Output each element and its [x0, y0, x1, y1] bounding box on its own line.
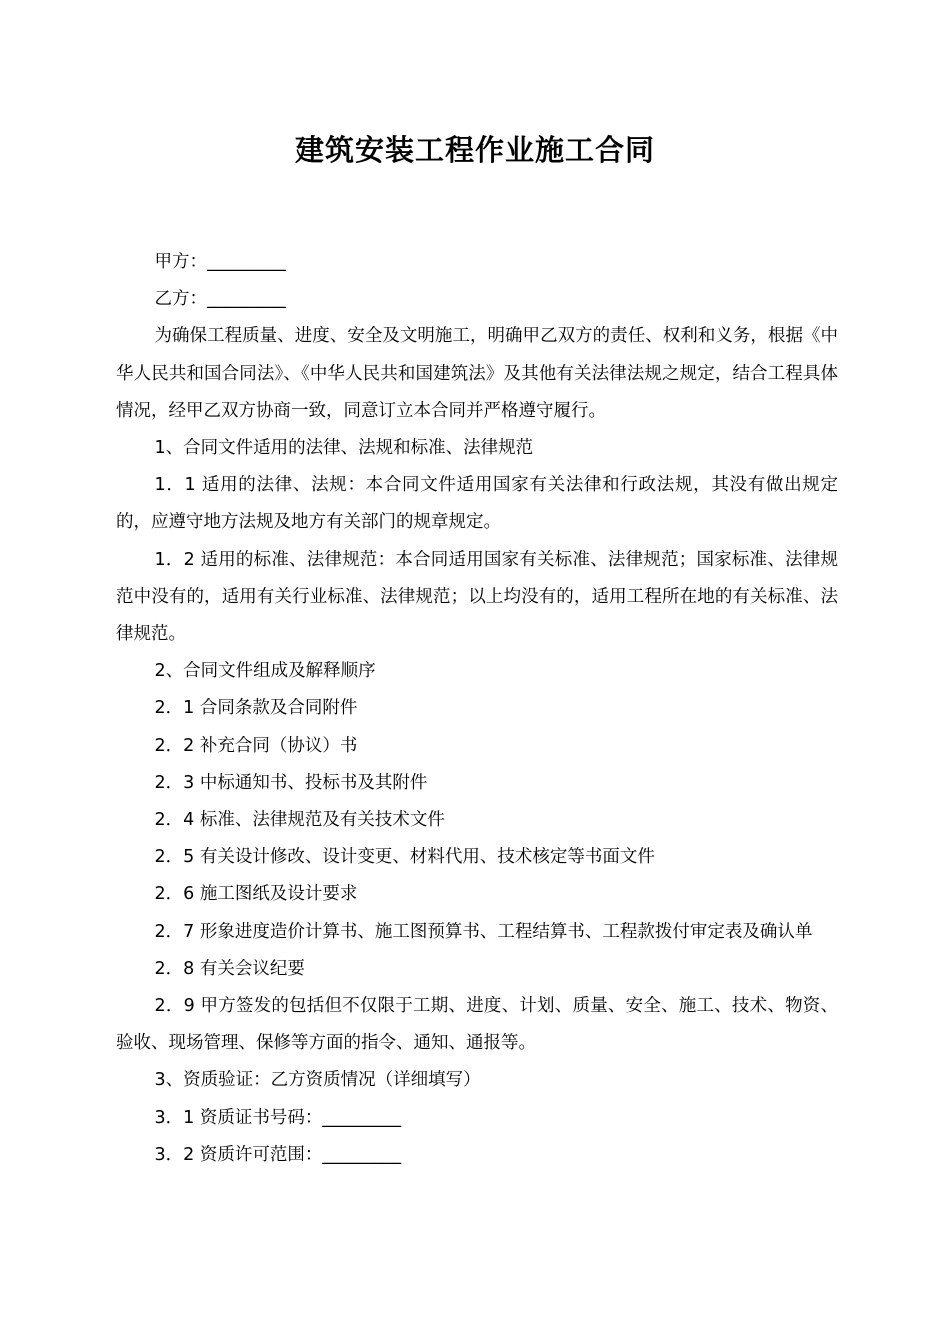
- clause-2-2: 2．2 补充合同（协议）书: [154, 735, 358, 756]
- clause-2-9: 2．9 甲方签发的包括但不仅限于工期、进度、计划、质量、安全、施工、技术、物资、验收、现场管理、保修等方面的指令、通知、通报等。: [116, 996, 838, 1054]
- section-1-heading: 1、合同文件适用的法律、法规和标准、法律规范: [154, 438, 534, 459]
- clause-2-7: 2．7 形象进度造价计算书、施工图预算书、工程结算书、工程款拨付审定表及确认单: [154, 921, 813, 942]
- document-title: 建筑安装工程作业施工合同: [294, 133, 655, 167]
- clause-2-6: 2．6 施工图纸及设计要求: [154, 884, 358, 905]
- clause-2-4: 2．4 标准、法律规范及有关技术文件: [154, 810, 445, 831]
- party-b-line: 乙方：_________: [154, 289, 286, 310]
- clause-2-1: 2．1 合同条款及合同附件: [154, 698, 358, 719]
- clause-1-2: 1．2 适用的标准、法律规范：本合同适用国家有关标准、法律规范；国家标准、法律规范中没有的，适用有关行业标准、法律规范；以上均没有的，适用工程所在地的有关标准、法律规范。: [116, 549, 838, 645]
- preamble-paragraph: 为确保工程质量、进度、安全及文明施工，明确甲乙双方的责任、权利和义务，根据《中华人民共和国合同法》、《中华人民共和国建筑法》及其他有关法律法规之规定，结合工程具体情况，经甲乙双方协商一致，同意订立本合同并严格遵守履行。: [116, 326, 838, 421]
- clause-1-1: 1．1 适用的法律、法规：本合同文件适用国家有关法律和行政法规，其没有做出规定的，应遵守地方法规及地方有关部门的规章规定。: [116, 475, 838, 533]
- clause-2-3: 2．3 中标通知书、投标书及其附件: [154, 772, 428, 793]
- clause-3-2: 3．2 资质许可范围：_________: [154, 1144, 402, 1165]
- section-3-heading: 3、资质验证：乙方资质情况（详细填写）: [154, 1070, 481, 1091]
- document-body: [116, 244, 838, 1174]
- clause-2-5: 2．5 有关设计修改、设计变更、材料代用、技术核定等书面文件: [154, 847, 655, 868]
- clause-3-1: 3．1 资质证书号码：_________: [154, 1107, 402, 1128]
- section-2-heading: 2、合同文件组成及解释顺序: [154, 661, 376, 682]
- clause-2-8: 2．8 有关会议纪要: [154, 958, 305, 979]
- party-a-line: 甲方：_________: [154, 252, 286, 272]
